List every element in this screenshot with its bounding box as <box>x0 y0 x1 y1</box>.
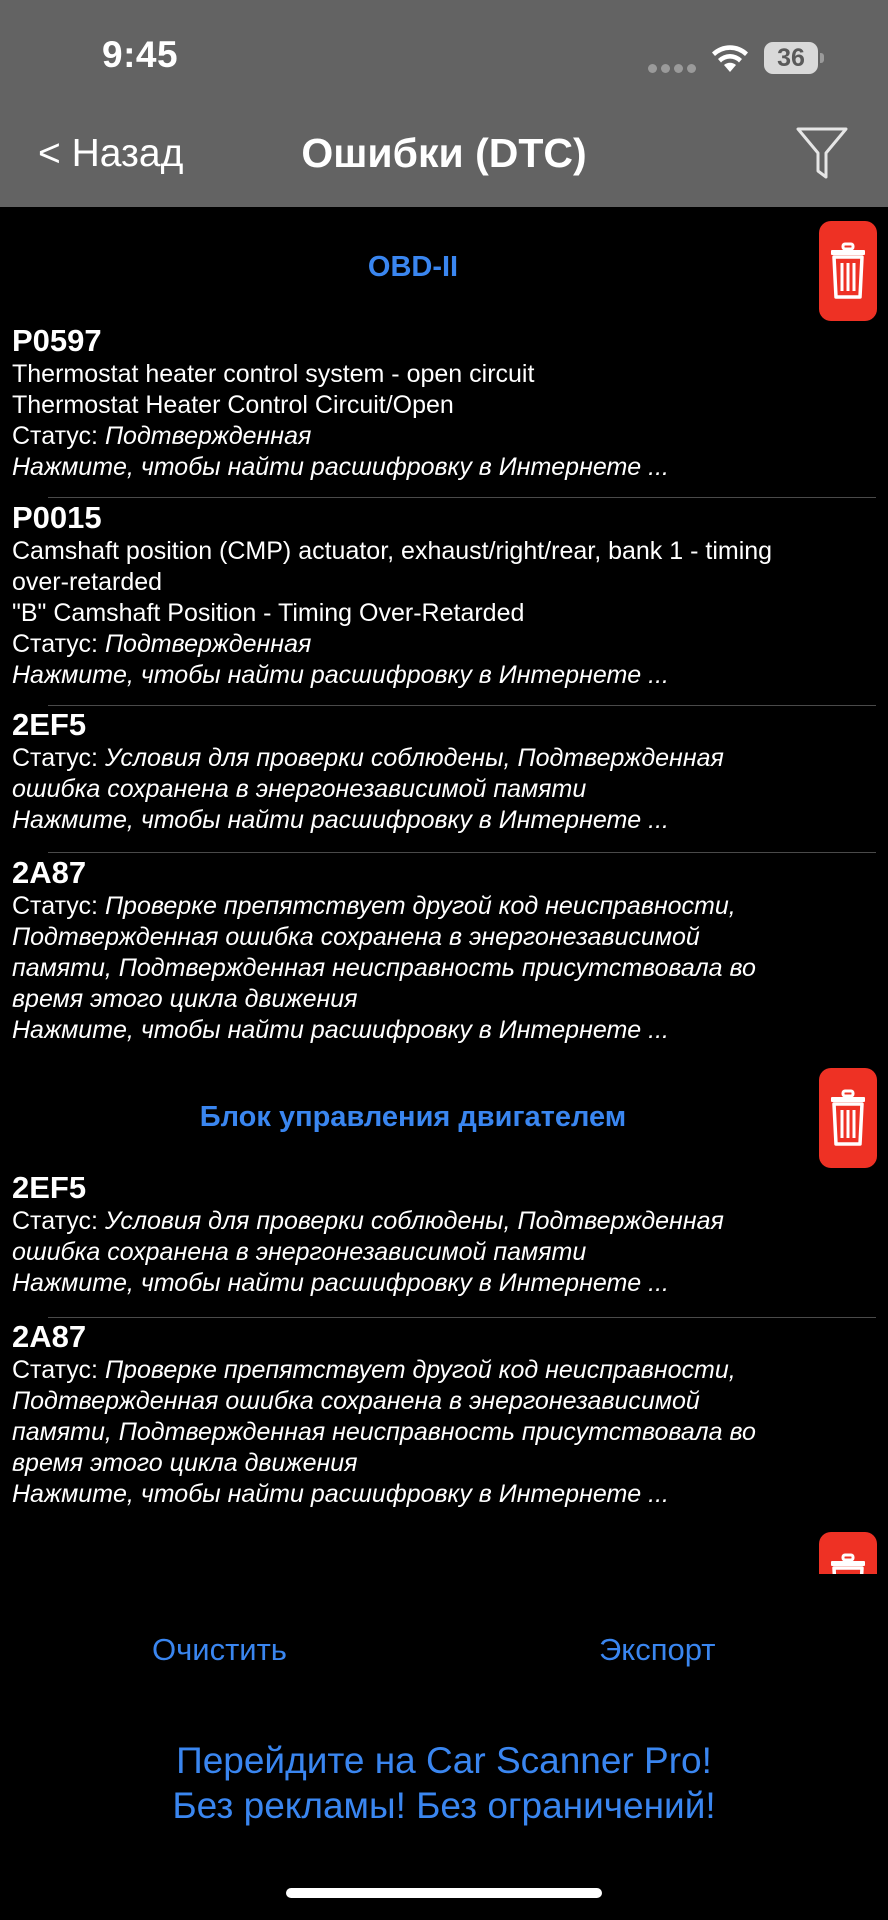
dtc-code: 2EF5 <box>12 707 87 742</box>
search-online-link[interactable]: Нажмите, чтобы найти расшифровку в Интернете ... <box>12 1269 669 1297</box>
section-header-ecu: Блок управления двигателем <box>199 1101 627 1133</box>
dtc-status-cont: время этого цикла движения <box>12 1449 358 1477</box>
search-online-link[interactable]: Нажмите, чтобы найти расшифровку в Интернете ... <box>12 806 669 834</box>
trash-icon <box>829 1089 867 1147</box>
delete-section-button[interactable] <box>819 221 877 321</box>
dtc-code: 2A87 <box>12 1319 87 1354</box>
top-bar <box>0 0 888 207</box>
dtc-description-alt: "B" Camshaft Position - Timing Over-Retarded <box>12 599 525 627</box>
filter-icon[interactable] <box>795 126 849 182</box>
dtc-description: Thermostat heater control system - open circuit <box>12 360 535 388</box>
delete-section-button[interactable] <box>819 1532 877 1574</box>
promo-line-2: Без рекламы! Без ограничений! <box>172 1785 716 1826</box>
dtc-status-cont: Подтвержденная ошибка сохранена в энергонезависимой <box>12 1387 700 1415</box>
export-button[interactable]: Экспорт <box>599 1632 716 1667</box>
dtc-item[interactable] <box>12 855 872 1046</box>
dtc-item[interactable] <box>12 707 872 836</box>
search-online-link[interactable]: Нажмите, чтобы найти расшифровку в Интернете ... <box>12 453 669 481</box>
home-indicator[interactable] <box>286 1888 602 1898</box>
page-title: Ошибки (DTC) <box>301 130 587 176</box>
dtc-code: 2A87 <box>12 855 87 890</box>
dtc-status-cont: время этого цикла движения <box>12 985 358 1013</box>
search-online-link[interactable]: Нажмите, чтобы найти расшифровку в Интернете ... <box>12 1480 669 1508</box>
wifi-icon <box>710 44 750 74</box>
dtc-description: Camshaft position (CMP) actuator, exhaust/right/rear, bank 1 - timing <box>12 537 773 565</box>
dtc-item[interactable] <box>12 323 872 483</box>
dtc-status-cont: памяти, Подтвержденная неисправность присутствовала во <box>12 1418 756 1446</box>
dtc-description-cont: over-retarded <box>12 568 163 596</box>
dtc-item[interactable] <box>12 1319 872 1510</box>
dtc-code: P0015 <box>12 500 102 535</box>
dtc-status: Статус: Подтвержденная <box>12 630 312 658</box>
delete-section-button[interactable] <box>819 1068 877 1168</box>
promo-line-1: Перейдите на Car Scanner Pro! <box>176 1740 712 1781</box>
battery-level: 36 <box>764 42 818 74</box>
dtc-status-cont: Подтвержденная ошибка сохранена в энергонезависимой <box>12 923 700 951</box>
dtc-status: Статус: Условия для проверки соблюдены, Подтвержденная <box>12 744 724 772</box>
dtc-status: Статус: Проверке препятствует другой код неисправности, <box>12 1356 736 1384</box>
dtc-status: Статус: Подтвержденная <box>12 422 312 450</box>
search-online-link[interactable]: Нажмите, чтобы найти расшифровку в Интернете ... <box>12 1016 669 1044</box>
dtc-status-cont: памяти, Подтвержденная неисправность присутствовала во <box>12 954 756 982</box>
dtc-item[interactable] <box>12 500 872 691</box>
divider <box>48 497 876 498</box>
search-online-link[interactable]: Нажмите, чтобы найти расшифровку в Интернете ... <box>12 661 669 689</box>
dtc-code: 2EF5 <box>12 1170 87 1205</box>
dtc-description-alt: Thermostat Heater Control Circuit/Open <box>12 391 454 419</box>
status-time: 9:45 <box>102 34 179 75</box>
dtc-status-cont: ошибка сохранена в энергонезависимой памяти <box>12 775 587 803</box>
dtc-list[interactable] <box>0 207 888 1574</box>
cellular-signal-icon <box>648 64 696 73</box>
upgrade-promo-link[interactable] <box>0 1738 888 1828</box>
dtc-status-cont: ошибка сохранена в энергонезависимой памяти <box>12 1238 587 1266</box>
dtc-status: Статус: Проверке препятствует другой код неисправности, <box>12 892 736 920</box>
trash-icon <box>829 242 867 300</box>
dtc-item[interactable] <box>12 1170 872 1299</box>
back-button[interactable]: < Назад <box>38 132 184 175</box>
clear-button[interactable]: Очистить <box>152 1632 287 1667</box>
section-header-obd2: OBD-II <box>367 251 459 283</box>
battery-icon <box>764 42 822 74</box>
divider <box>48 852 876 853</box>
dtc-code: P0597 <box>12 323 102 358</box>
dtc-status: Статус: Условия для проверки соблюдены, Подтвержденная <box>12 1207 724 1235</box>
divider <box>48 705 876 706</box>
trash-icon <box>829 1553 867 1574</box>
divider <box>48 1317 876 1318</box>
